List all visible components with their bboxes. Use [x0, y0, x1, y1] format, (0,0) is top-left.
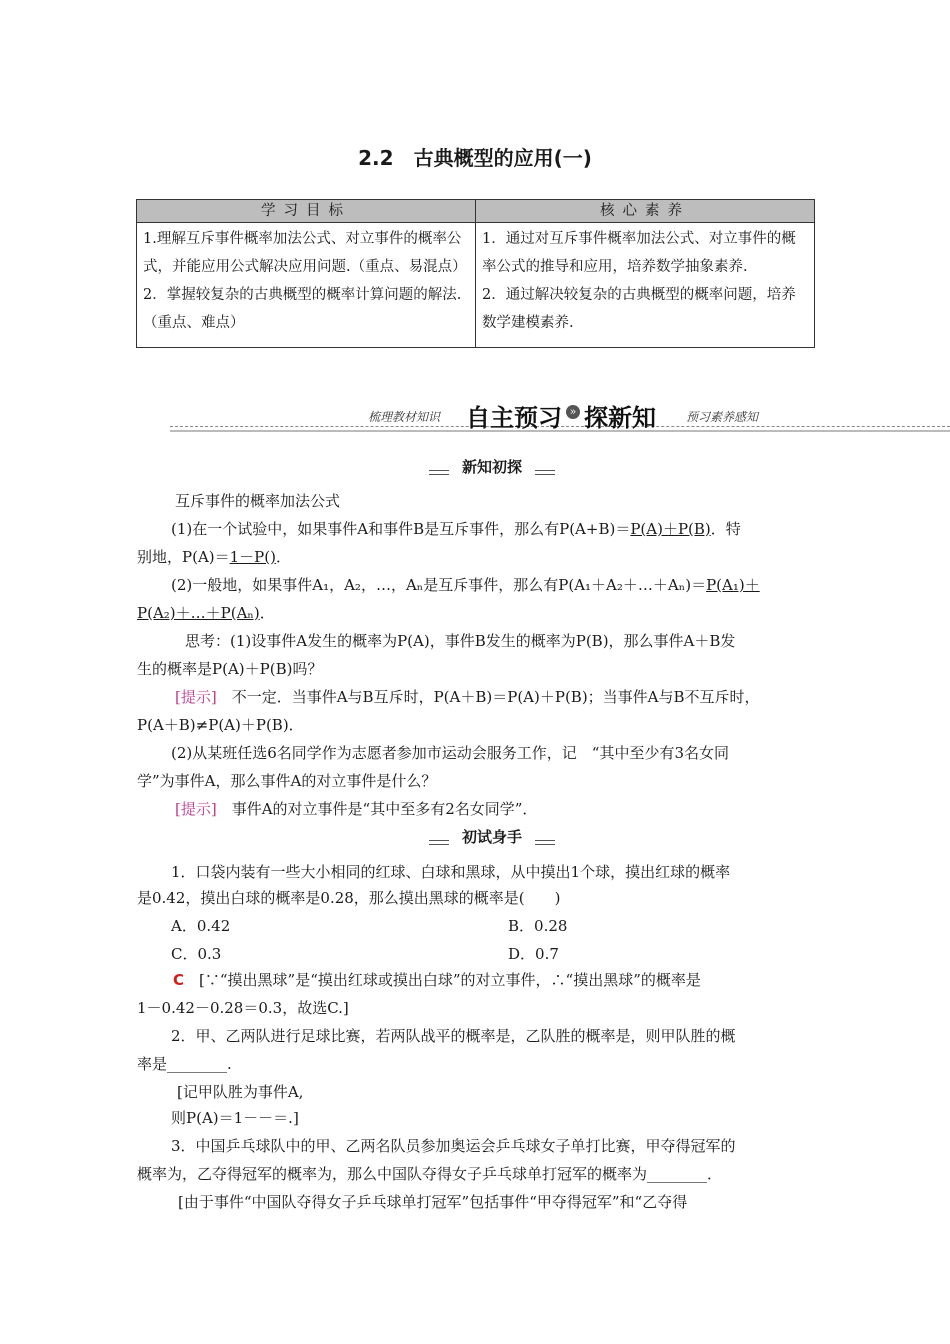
think-question-2: (2)从某班任选6名同学作为志愿者参加市运动会服务工作，记 “其中至少有3名女同	[171, 744, 730, 762]
formula-paragraph-2-cont: P(A₂)＋…＋P(Aₙ)．	[137, 604, 275, 622]
question-2-cont: 率是________.	[137, 1055, 232, 1073]
goal-item-2: 2．掌握较复杂的古典概型的概率计算问题的解法.（重点、难点）	[143, 287, 462, 331]
goals-cell	[137, 223, 476, 348]
section-heading: 互斥事件的概率加法公式	[175, 492, 341, 510]
section-label-new-knowledge: 新知初探	[429, 456, 555, 480]
think-question-2-cont: 学”为事件A，那么事件A的对立事件是什么？	[137, 772, 437, 790]
hint-1-cont: P(A＋B)≠P(A)＋P(B)．	[137, 716, 304, 734]
literacy-cell	[476, 223, 815, 348]
question-1-cont: 是0.42，摸出白球的概率是0.28，那么摸出黑球的概率是( )	[137, 889, 561, 907]
answer-2-cont: 则P(A)＝1－－＝.]	[171, 1109, 299, 1127]
section-banner	[170, 398, 950, 438]
chevron-right-icon: »	[566, 405, 580, 419]
answer-2: [记甲队胜为事件A,	[177, 1083, 304, 1101]
question-3-cont: 概率为，乙夺得冠军的概率为，那么中国队夺得女子乒乓球单打冠军的概率为________．	[137, 1165, 723, 1183]
table-header-literacy: 核心素养	[476, 200, 815, 223]
hint-2: [提示] 事件A的对立事件是“其中至多有2名女同学”．	[175, 800, 538, 818]
objectives-table	[136, 199, 815, 348]
formula-paragraph-2: (2)一般地，如果事件A₁，A₂，…，Aₙ是互斥事件，那么有P(A₁＋A₂＋…＋Aₙ)＝P(A₁)＋	[171, 576, 760, 594]
answer-letter: C	[173, 971, 185, 989]
question-2: 2．甲、乙两队进行足球比赛，若两队战平的概率是，乙队胜的概率是，则甲队胜的概	[171, 1027, 736, 1045]
option-c: C．0.3	[171, 945, 222, 963]
section-label-practice: 初试身手	[429, 826, 555, 850]
banner-title-1: 自主预习	[466, 404, 562, 432]
page-title: 2.2 古典概型的应用(一)	[358, 146, 592, 170]
option-b: B．0.28	[508, 917, 568, 935]
answer-1: C [∵“摸出黑球”是“摸出红球或摸出白球”的对立事件，∴“摸出黑球”的概率是	[173, 971, 701, 989]
think-question-1-cont: 生的概率是P(A)＋P(B)吗？	[137, 660, 323, 678]
table-header-goals: 学习目标	[137, 200, 476, 223]
banner-title-2: 探新知	[584, 404, 656, 432]
banner-right-caption: 预习素养感知	[686, 410, 759, 424]
hint-1: [提示] 不一定．当事件A与B互斥时，P(A＋B)＝P(A)＋P(B)；当事件A与B不互斥时，	[175, 688, 760, 706]
banner-left-caption: 梳理教材知识	[368, 410, 441, 424]
answer-1-cont: 1－0.42－0.28＝0.3，故选C.]	[137, 999, 349, 1017]
option-a: A．0.42	[171, 917, 231, 935]
think-question-1: 思考：(1)设事件A发生的概率为P(A)，事件B发生的概率为P(B)，那么事件A＋B发	[185, 632, 736, 650]
literacy-item-2: 2．通过解决较复杂的古典概型的概率问题，培养数学建模素养.	[482, 287, 796, 331]
options-row-1	[171, 916, 871, 936]
goal-item-1: 1.理解互斥事件概率加法公式、对立事件的概率公式，并能应用公式解决应用问题.（重点、易混点）	[143, 231, 467, 275]
question-3: 3．中国乒乓球队中的甲、乙两名队员参加奥运会乒乓球女子单打比赛，甲夺得冠军的	[171, 1137, 736, 1155]
options-row-2	[171, 944, 871, 964]
question-1: 1．口袋内装有一些大小相同的红球、白球和黑球，从中摸出1个球，摸出红球的概率	[171, 863, 731, 881]
answer-3: [由于事件“中国队夺得女子乒乓球单打冠军”包括事件“甲夺得冠军”和“乙夺得	[178, 1193, 688, 1211]
formula-paragraph-1-cont: 别地，P(A)＝1－P()．	[137, 548, 291, 566]
literacy-item-1: 1．通过对互斥事件概率加法公式、对立事件的概率公式的推导和应用，培养数学抽象素养.	[482, 231, 796, 275]
option-d: D．0.7	[508, 945, 559, 963]
formula-paragraph-1: (1)在一个试验中，如果事件A和事件B是互斥事件，那么有P(A+B)＝P(A)＋P(B)．特	[171, 520, 741, 538]
